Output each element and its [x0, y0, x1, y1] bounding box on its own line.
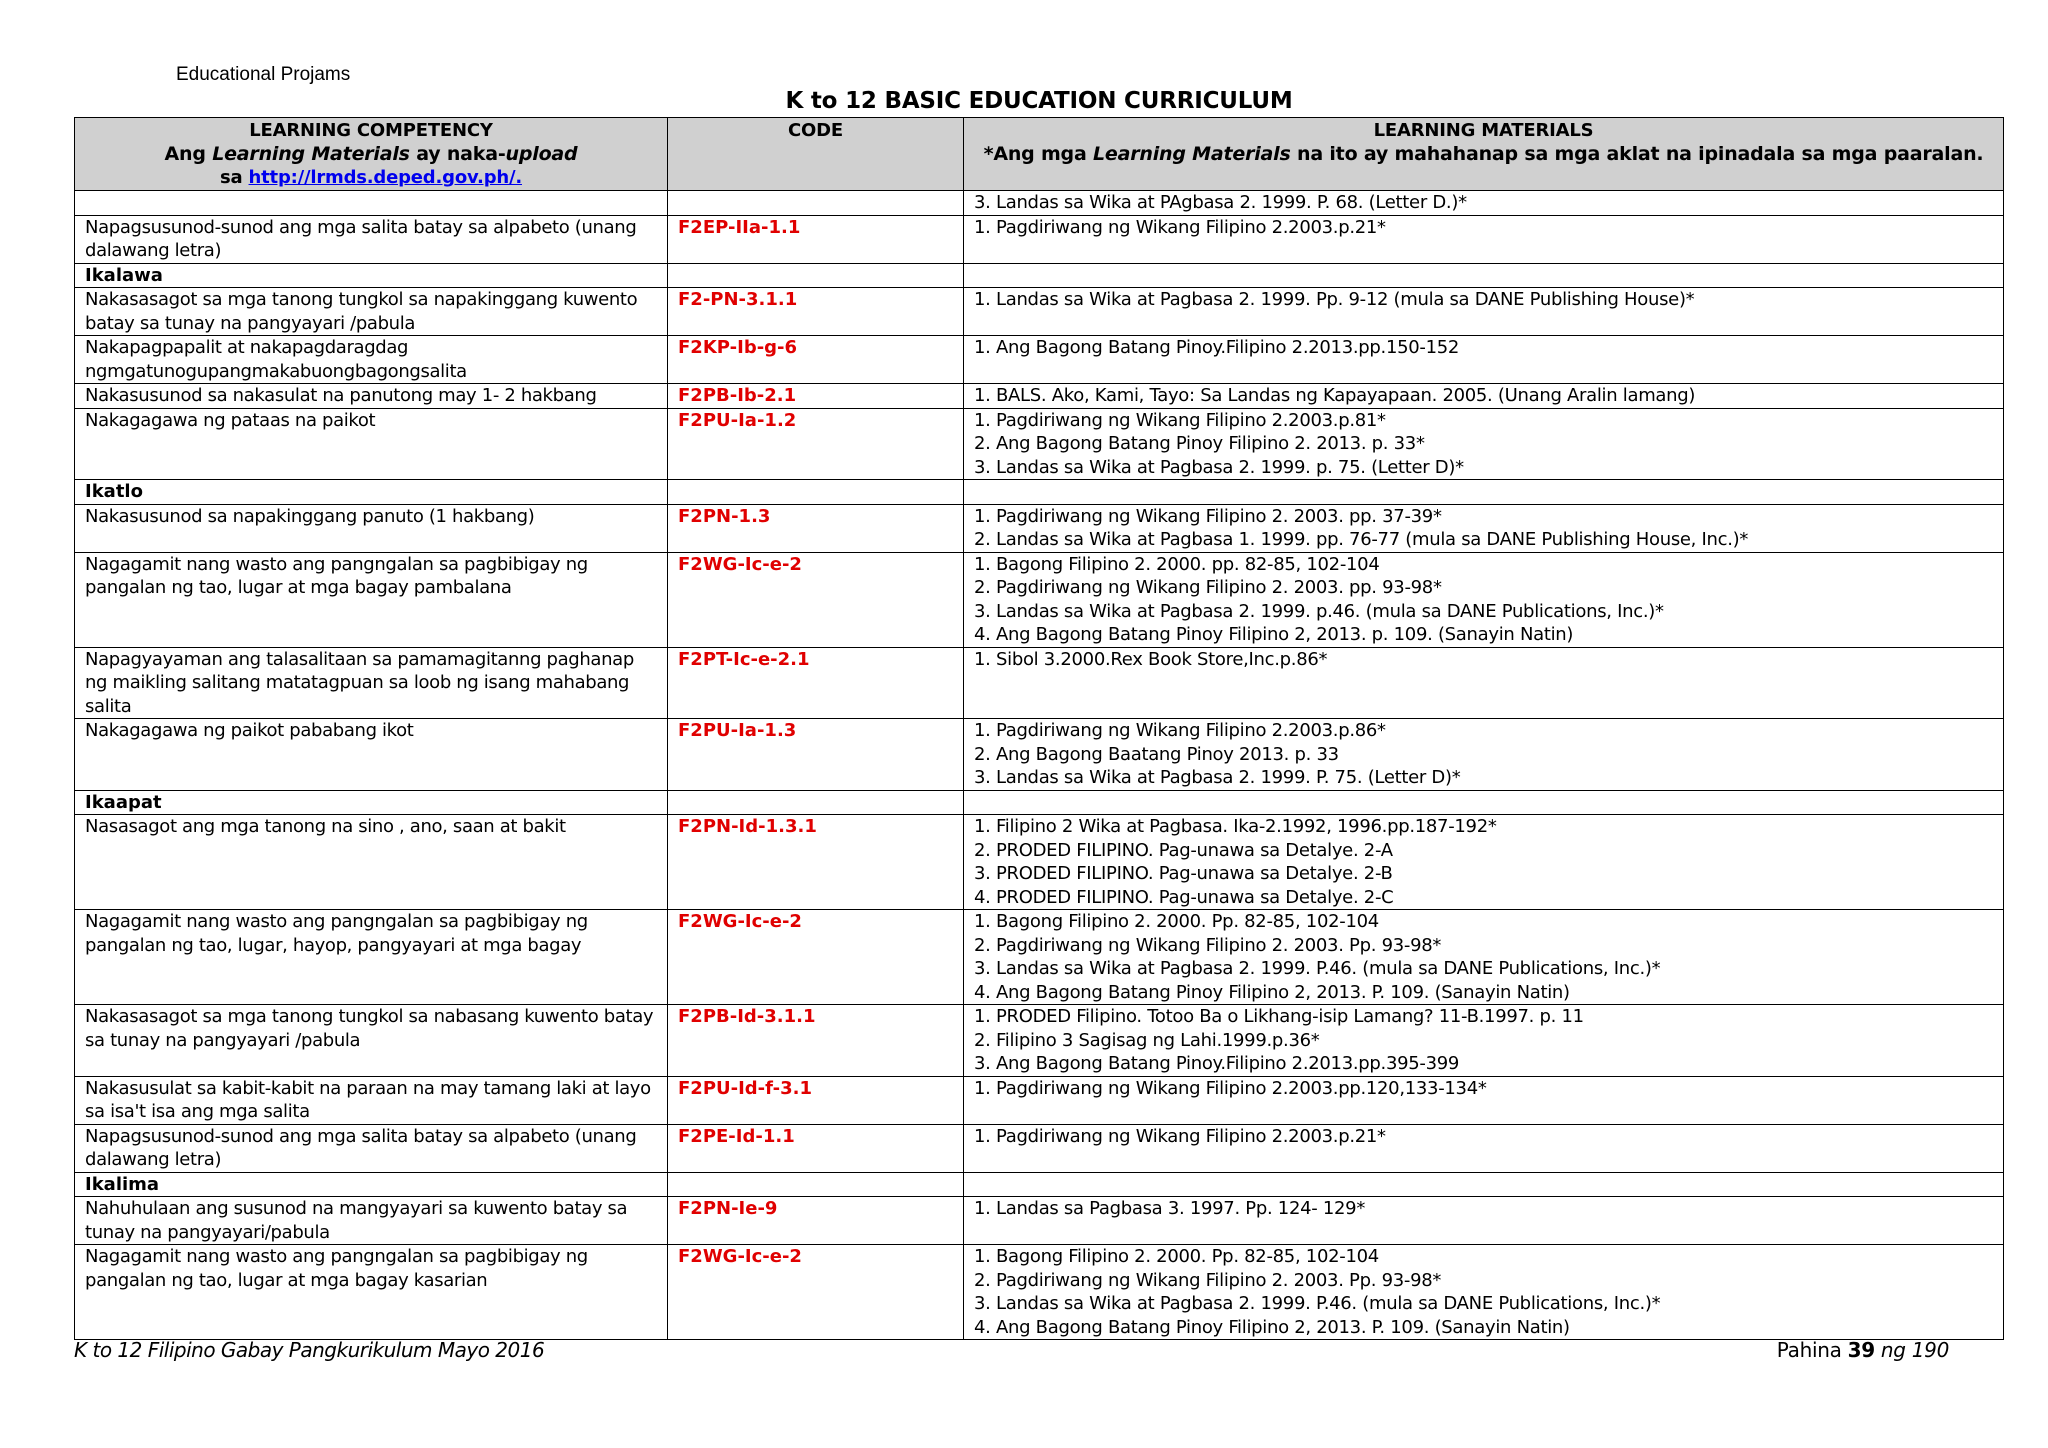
materials-cell [964, 1172, 2004, 1197]
material-item: 1. Ang Bagong Batang Pinoy.Filipino 2.2013.pp.150-152 [974, 337, 1460, 358]
table-row [75, 336, 2004, 384]
competency-code: F2WG-Ic-e-2 [678, 553, 802, 575]
table-row [75, 719, 2004, 791]
material-item: 3. Landas sa Wika at Pagbasa 2. 1999. P.46. (mula sa DANE Publications, Inc.)* [974, 1293, 1661, 1314]
competency-code: F2KP-Ib-g-6 [678, 337, 798, 358]
quarter-row [75, 790, 2004, 815]
material-item: 3. Landas sa Wika at Pagbasa 2. 1999. p. 75. (Letter D)* [974, 456, 1464, 478]
competency-code: F2PB-Ib-2.1 [678, 385, 797, 406]
code-cell [668, 191, 964, 216]
code-cell [668, 552, 964, 647]
material-item: 4. Ang Bagong Batang Pinoy Filipino 2, 2013. p. 109. (Sanayin Natin) [974, 624, 1574, 645]
material-item: 1. BALS. Ako, Kami, Tayo: Sa Landas ng Kapayapaan. 2005. (Unang Aralin lamang) [974, 385, 1696, 406]
material-item: 1. Landas sa Wika at Pagbasa 2. 1999. Pp. 9-12 (mula sa DANE Publishing House)* [974, 289, 1695, 310]
material-item: 2. Ang Bagong Batang Pinoy Filipino 2. 2013. p. 33* [974, 433, 1425, 454]
competency-cell: Nagagamit nang wasto ang pangngalan sa pagbibigay ng pangalan ng tao, lugar at mga bagay pambalana [75, 552, 668, 647]
materials-cell [964, 1124, 2004, 1172]
quarter-label: Ikatlo [75, 480, 668, 505]
code-cell [668, 1172, 964, 1197]
code-cell [668, 384, 964, 409]
competency-cell: Nakasasagot sa mga tanong tungkol sa nabasang kuwento batay sa tunay na pangyayari /pabula [75, 1005, 668, 1077]
table-row [75, 1245, 2004, 1340]
material-item: 1. Pagdiriwang ng Wikang Filipino 2.2003.p.81* [974, 409, 1386, 431]
quarter-label: Ikaapat [75, 790, 668, 815]
competency-code: F2PU-Ia-1.3 [678, 720, 797, 741]
materials-cell [964, 815, 2004, 910]
competency-code: F2PE-Id-1.1 [678, 1125, 795, 1147]
competency-code: F2WG-Ic-e-2 [678, 911, 802, 932]
table-row [75, 1197, 2004, 1245]
material-item: 2. Filipino 3 Sagisag ng Lahi.1999.p.36* [974, 1029, 1320, 1051]
code-cell [668, 263, 964, 288]
competency-cell: Nakasusunod sa napakinggang panuto (1 hakbang) [75, 504, 668, 552]
materials-cell [964, 647, 2004, 719]
quarter-row [75, 480, 2004, 505]
material-item: 1. Bagong Filipino 2. 2000. Pp. 82-85, 102-104 [974, 1246, 1379, 1267]
competency-code: F2PU-Ia-1.2 [678, 409, 797, 431]
material-item: 1. Pagdiriwang ng Wikang Filipino 2. 2003. pp. 37-39* [974, 505, 1442, 527]
header-learning-competency [75, 118, 668, 191]
header-competency-link-line: sa http://lrmds.deped.gov.ph/. [220, 167, 522, 188]
materials-cell [964, 552, 2004, 647]
code-cell [668, 1197, 964, 1245]
code-cell [668, 1005, 964, 1077]
material-item: 2. PRODED FILIPINO. Pag-unawa sa Detalye. 2-A [974, 839, 1393, 861]
competency-cell: Nakasusunod sa nakasulat na panutong may 1- 2 hakbang [75, 384, 668, 409]
competency-code: F2WG-Ic-e-2 [678, 1246, 802, 1267]
material-item: 3. Landas sa Wika at Pagbasa 2. 1999. p.46. (mula sa DANE Publications, Inc.)* [974, 600, 1664, 622]
material-item: 2. Pagdiriwang ng Wikang Filipino 2. 2003. Pp. 93-98* [974, 934, 1442, 956]
table-row [75, 647, 2004, 719]
material-item: 1. Bagong Filipino 2. 2000. Pp. 82-85, 102-104 [974, 911, 1379, 932]
materials-cell [964, 288, 2004, 336]
header-competency-title: LEARNING COMPETENCY [249, 120, 493, 141]
material-item: 4. PRODED FILIPINO. Pag-unawa sa Detalye. 2-C [974, 886, 1394, 908]
lrmds-link[interactable]: http://lrmds.deped.gov.ph/. [248, 167, 522, 188]
header-competency-note: Ang Learning Materials ay naka-upload [164, 142, 578, 165]
code-cell [668, 408, 964, 480]
table-row [75, 815, 2004, 910]
material-item: 2. Landas sa Wika at Pagbasa 1. 1999. pp. 76-77 (mula sa DANE Publishing House, Inc.)* [974, 529, 1749, 550]
competency-code: F2PN-Id-1.3.1 [678, 816, 817, 837]
material-item: 1. Pagdiriwang ng Wikang Filipino 2.2003.p.21* [974, 216, 1386, 238]
materials-cell [964, 504, 2004, 552]
code-cell [668, 1124, 964, 1172]
material-item: 2. Ang Bagong Baatang Pinoy 2013. p. 33 [974, 743, 1339, 765]
header-learning-materials [964, 118, 2004, 191]
competency-cell: Nakagagawa ng paikot pababang ikot [75, 719, 668, 791]
table-row [75, 408, 2004, 480]
code-cell [668, 815, 964, 910]
code-cell [668, 910, 964, 1005]
material-item: 2. Pagdiriwang ng Wikang Filipino 2. 2003. pp. 93-98* [974, 577, 1442, 598]
competency-cell: Nagagamit nang wasto ang pangngalan sa pagbibigay ng pangalan ng tao, lugar at mga bagay kasarian [75, 1245, 668, 1340]
code-cell [668, 1245, 964, 1340]
footer-page-info: Pahina 39 ng 190 [1776, 1338, 1949, 1362]
materials-cell [964, 1197, 2004, 1245]
code-cell [668, 480, 964, 505]
material-item: 3. Landas sa Wika at PAgbasa 2. 1999. P. 68. (Letter D.)* [974, 192, 1467, 213]
materials-cell [964, 408, 2004, 480]
material-item: 1. Sibol 3.2000.Rex Book Store,Inc.p.86* [974, 648, 1328, 670]
code-cell [668, 790, 964, 815]
competency-cell: Nakagagawa ng pataas na paikot [75, 408, 668, 480]
materials-cell [964, 1005, 2004, 1077]
materials-cell [964, 719, 2004, 791]
competency-cell: Napagsusunod-sunod ang mga salita batay sa alpabeto (unang dalawang letra) [75, 215, 668, 263]
table-row [75, 1076, 2004, 1124]
material-item: 4. Ang Bagong Batang Pinoy Filipino 2, 2013. P. 109. (Sanayin Natin) [974, 981, 1570, 1003]
table-row [75, 1005, 2004, 1077]
code-cell [668, 719, 964, 791]
competency-cell: Nakasasagot sa mga tanong tungkol sa napakinggang kuwento batay sa tunay na pangyayari /pabula [75, 288, 668, 336]
watermark-text: Educational Projams [176, 64, 351, 85]
material-item: 2. Pagdiriwang ng Wikang Filipino 2. 2003. Pp. 93-98* [974, 1269, 1442, 1291]
table-row [75, 504, 2004, 552]
code-cell [668, 504, 964, 552]
material-item: 1. Bagong Filipino 2. 2000. pp. 82-85, 102-104 [974, 553, 1380, 575]
competency-code: F2PU-Id-f-3.1 [678, 1077, 813, 1099]
quarter-label: Ikalawa [75, 263, 668, 288]
table-row [75, 288, 2004, 336]
table-row [75, 1124, 2004, 1172]
quarter-row [75, 1172, 2004, 1197]
quarter-row [75, 263, 2004, 288]
competency-code: F2PT-Ic-e-2.1 [678, 648, 810, 670]
materials-cell [964, 384, 2004, 409]
material-item: 1. Pagdiriwang ng Wikang Filipino 2.2003.p.86* [974, 720, 1386, 741]
material-item: 1. Pagdiriwang ng Wikang Filipino 2.2003.pp.120,133-134* [974, 1077, 1487, 1099]
table-row [75, 215, 2004, 263]
materials-cell [964, 790, 2004, 815]
competency-code: F2EP-IIa-1.1 [678, 216, 801, 238]
materials-cell [964, 1245, 2004, 1340]
code-cell [668, 336, 964, 384]
material-item: 3. PRODED FILIPINO. Pag-unawa sa Detalye. 2-B [974, 863, 1393, 884]
document-title: K to 12 BASIC EDUCATION CURRICULUM [785, 88, 1293, 114]
competency-cell: Nagagamit nang wasto ang pangngalan sa pagbibigay ng pangalan ng tao, lugar, hayop, pangyayari at mga bagay [75, 910, 668, 1005]
code-cell [668, 215, 964, 263]
competency-cell [75, 191, 668, 216]
competency-code: F2-PN-3.1.1 [678, 289, 798, 310]
quarter-label: Ikalima [75, 1172, 668, 1197]
competency-cell: Napagyayaman ang talasalitaan sa pamamagitanng paghanap ng maikling salitang matatagpuan sa loob ng isang mahabang salita [75, 647, 668, 719]
competency-cell: Nakapagpapalit at nakapagdaragdag ngmgatunogupangmakabuongbagongsalita [75, 336, 668, 384]
competency-code: F2PN-Ie-9 [678, 1198, 778, 1219]
table-body [75, 191, 2004, 1340]
table-row [75, 910, 2004, 1005]
footer-guide-title: K to 12 Filipino Gabay Pangkurikulum Mayo 2016 [74, 1338, 545, 1362]
material-item: 4. Ang Bagong Batang Pinoy Filipino 2, 2013. P. 109. (Sanayin Natin) [974, 1316, 1570, 1338]
competency-code: F2PN-1.3 [678, 505, 771, 527]
materials-cell [964, 910, 2004, 1005]
competency-cell: Nahuhulaan ang susunod na mangyayari sa kuwento batay sa tunay na pangyayari/pabula [75, 1197, 668, 1245]
materials-cell [964, 336, 2004, 384]
competency-cell: Napagsusunod-sunod ang mga salita batay sa alpabeto (unang dalawang letra) [75, 1124, 668, 1172]
materials-cell [964, 263, 2004, 288]
materials-cell [964, 215, 2004, 263]
table-row [75, 191, 2004, 216]
table-header-row [75, 118, 2004, 191]
page-number: 39 [1847, 1338, 1875, 1362]
material-item: 1. Landas sa Pagbasa 3. 1997. Pp. 124- 129* [974, 1198, 1366, 1219]
header-materials-title: LEARNING MATERIALS [1373, 120, 1594, 141]
code-cell [668, 288, 964, 336]
material-item: 1. Filipino 2 Wika at Pagbasa. Ika-2.1992, 1996.pp.187-192* [974, 816, 1497, 837]
header-code: CODE [668, 118, 964, 191]
material-item: 3. Ang Bagong Batang Pinoy.Filipino 2.2013.pp.395-399 [974, 1053, 1460, 1074]
material-item: 1. PRODED Filipino. Totoo Ba o Likhang-isip Lamang? 11-B.1997. p. 11 [974, 1006, 1584, 1027]
material-item: 3. Landas sa Wika at Pagbasa 2. 1999. P.46. (mula sa DANE Publications, Inc.)* [974, 958, 1661, 979]
header-materials-note: *Ang mga Learning Materials na ito ay mahahanap sa mga aklat na ipinadala sa mga paaralan. [983, 142, 1984, 165]
code-cell [668, 1076, 964, 1124]
table-row [75, 384, 2004, 409]
material-item: 3. Landas sa Wika at Pagbasa 2. 1999. P. 75. (Letter D)* [974, 767, 1461, 788]
materials-cell [964, 480, 2004, 505]
code-cell [668, 647, 964, 719]
curriculum-table [74, 117, 2004, 1340]
materials-cell [964, 191, 2004, 216]
materials-cell [964, 1076, 2004, 1124]
table-row [75, 552, 2004, 647]
competency-code: F2PB-Id-3.1.1 [678, 1006, 816, 1027]
competency-cell: Nasasagot ang mga tanong na sino , ano, saan at bakit [75, 815, 668, 910]
competency-cell: Nakasusulat sa kabit-kabit na paraan na may tamang laki at layo sa isa't isa ang mga salita [75, 1076, 668, 1124]
material-item: 1. Pagdiriwang ng Wikang Filipino 2.2003.p.21* [974, 1125, 1386, 1147]
